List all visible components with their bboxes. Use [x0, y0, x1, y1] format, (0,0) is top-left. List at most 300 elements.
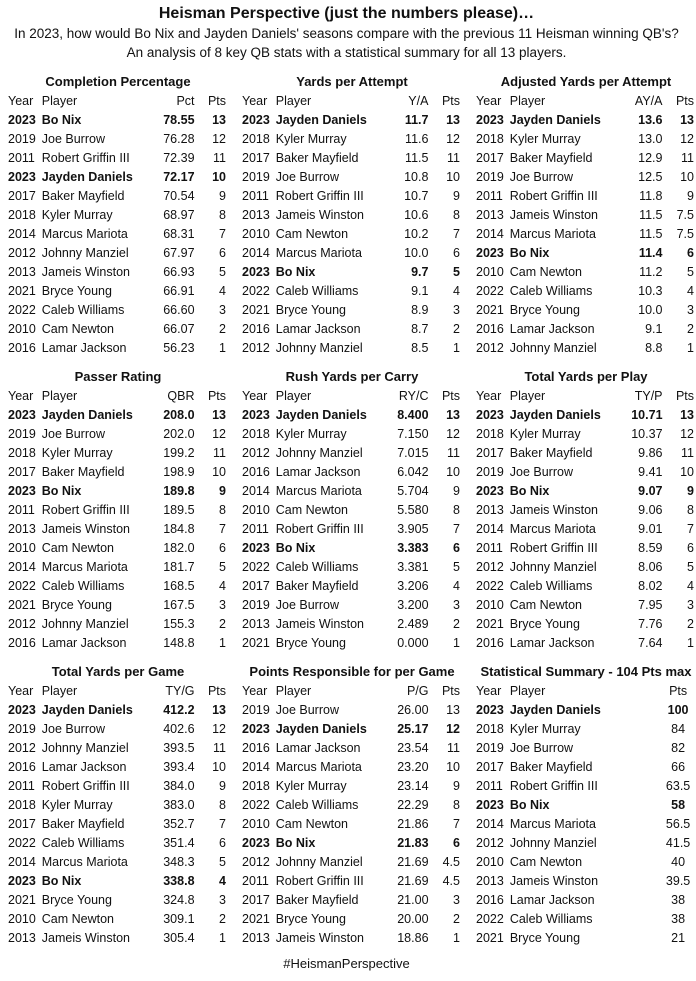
cell-player: Bryce Young [275, 635, 346, 650]
cell-year: 2022 [8, 835, 36, 850]
column-header-player: Player [509, 93, 546, 108]
table-row [242, 700, 462, 719]
cell-value: 66.07 [163, 321, 195, 336]
cell-year: 2023 [8, 702, 36, 717]
cell-pts: 3 [219, 892, 226, 907]
cell-value: 21.69 [397, 854, 429, 869]
table-row [242, 110, 462, 129]
cell-player: Kyler Murray [275, 131, 347, 146]
cell-year: 2013 [8, 930, 36, 945]
column-header-value: Y/A [408, 93, 429, 108]
cell-value: 11.5 [639, 207, 663, 222]
column-header-pts: Pts [207, 388, 226, 403]
cell-year: 2019 [242, 169, 270, 184]
cell-year: 2013 [476, 502, 504, 517]
cell-player: Jayden Daniels [275, 112, 367, 127]
table-row [476, 757, 696, 776]
table-row [8, 481, 228, 500]
table-row [242, 224, 462, 243]
cell-player: Cam Newton [41, 321, 114, 336]
cell-value: 13.6 [638, 112, 663, 127]
cell-value: 199.2 [163, 445, 195, 460]
column-header-pts: Pts [675, 93, 694, 108]
cell-value: 181.7 [163, 559, 195, 574]
cell-year: 2017 [476, 150, 504, 165]
table-row [476, 795, 696, 814]
cell-value: 10.2 [404, 226, 429, 241]
table-row [476, 814, 696, 833]
cell-value: 182.0 [163, 540, 195, 555]
cell-year: 2019 [8, 426, 36, 441]
cell-player: Johnny Manziel [41, 245, 129, 260]
cell-value: 13.0 [638, 131, 663, 146]
cell-pts: 13 [212, 702, 226, 717]
cell-value: 10.6 [404, 207, 429, 222]
cell-year: 2010 [476, 854, 504, 869]
panel-title: Completion Percentage [45, 74, 191, 89]
table-row [8, 795, 228, 814]
cell-year: 2022 [476, 578, 504, 593]
table-row [8, 614, 228, 633]
cell-player: Marcus Mariota [41, 226, 128, 241]
table-row [476, 500, 696, 519]
table-row [8, 557, 228, 576]
cell-year: 2018 [242, 131, 270, 146]
table-row [8, 871, 228, 890]
table-row [476, 129, 696, 148]
table-row [8, 224, 228, 243]
cell-player: Johnny Manziel [275, 445, 363, 460]
cell-pts: 11 [447, 150, 460, 165]
cell-value: 8.59 [638, 540, 663, 555]
column-header-player: Player [509, 683, 546, 698]
cell-pts: 63.5 [665, 778, 691, 793]
table-header-row [8, 386, 228, 405]
table-row [8, 243, 228, 262]
stat-panel [242, 662, 462, 947]
cell-player: Kyler Murray [275, 778, 347, 793]
column-header-pts: Pts [675, 388, 694, 403]
cell-value: 8.9 [411, 302, 429, 317]
cell-player: Bo Nix [41, 483, 82, 498]
cell-player: Baker Mayfield [41, 188, 125, 203]
cell-value [621, 928, 662, 947]
cell-value [621, 852, 662, 871]
cell-player: Cam Newton [275, 816, 348, 831]
stat-table [8, 386, 228, 652]
cell-player: Marcus Mariota [509, 226, 596, 241]
cell-player: Jayden Daniels [275, 721, 367, 736]
table-row [8, 300, 228, 319]
cell-year: 2011 [476, 540, 503, 555]
cell-year: 2013 [8, 521, 36, 536]
table-row [476, 614, 696, 633]
cell-pts: 3 [219, 302, 226, 317]
cell-player: Caleb Williams [509, 283, 593, 298]
table-row [8, 262, 228, 281]
cell-pts: 12 [446, 131, 460, 146]
cell-pts: 7 [453, 816, 460, 831]
column-header-year: Year [242, 683, 268, 698]
cell-pts: 1 [687, 340, 694, 355]
cell-pts: 40 [671, 854, 686, 869]
panel-title: Total Yards per Play [524, 369, 648, 384]
cell-player: Caleb Williams [509, 578, 593, 593]
table-row [242, 462, 462, 481]
cell-value: 56.23 [163, 340, 195, 355]
cell-year: 2014 [8, 854, 36, 869]
table-row [242, 519, 462, 538]
cell-value: 8.5 [411, 340, 429, 355]
cell-player: Johnny Manziel [275, 340, 363, 355]
cell-year: 2010 [242, 502, 270, 517]
column-header-value: P/G [406, 683, 429, 698]
cell-player: Jayden Daniels [509, 407, 601, 422]
cell-pts: 4 [687, 283, 694, 298]
stat-panel [242, 367, 462, 652]
cell-year: 2013 [242, 207, 270, 222]
table-row [242, 757, 462, 776]
table-row [476, 338, 696, 357]
cell-pts: 10 [212, 169, 226, 184]
cell-value: 78.55 [163, 112, 195, 127]
cell-year: 2012 [242, 854, 270, 869]
cell-pts: 10 [446, 464, 460, 479]
column-header-player: Player [41, 93, 78, 108]
table-row [8, 519, 228, 538]
cell-year: 2019 [476, 169, 504, 184]
cell-player: Marcus Mariota [41, 854, 128, 869]
cell-player: Bo Nix [275, 835, 316, 850]
cell-pts: 7 [453, 226, 460, 241]
cell-year: 2017 [242, 892, 270, 907]
cell-pts: 7 [453, 521, 460, 536]
cell-player: Cam Newton [509, 264, 583, 279]
cell-player: Bryce Young [41, 283, 112, 298]
cell-year: 2013 [476, 207, 504, 222]
cell-player: Bo Nix [509, 245, 550, 260]
cell-pts: 8 [219, 797, 226, 812]
cell-pts: 5 [219, 854, 226, 869]
cell-value: 66.91 [163, 283, 195, 298]
cell-value: 26.00 [397, 702, 429, 717]
cell-value: 72.17 [163, 169, 195, 184]
panel-title: Yards per Attempt [296, 74, 408, 89]
cell-value [621, 757, 662, 776]
cell-pts: 3 [687, 302, 694, 317]
table-row [242, 576, 462, 595]
cell-value: 155.3 [163, 616, 195, 631]
column-header-player: Player [275, 93, 312, 108]
cell-value: 10.37 [631, 426, 663, 441]
cell-year: 2011 [8, 502, 35, 517]
cell-pts: 9 [453, 778, 460, 793]
cell-player: Caleb Williams [41, 835, 125, 850]
column-header-pts: Pts [441, 388, 460, 403]
cell-year: 2014 [476, 521, 504, 536]
cell-year: 2017 [476, 759, 504, 774]
table-row [242, 852, 462, 871]
column-header-pts: Pts [441, 683, 460, 698]
cell-player: Bo Nix [41, 873, 82, 888]
cell-year: 2016 [242, 740, 270, 755]
cell-pts: 38 [671, 911, 686, 926]
cell-player: Joe Burrow [509, 464, 573, 479]
cell-value: 9.41 [638, 464, 663, 479]
cell-player: Joe Burrow [275, 702, 339, 717]
cell-pts: 8 [687, 502, 694, 517]
cell-year: 2016 [8, 340, 36, 355]
table-row [242, 738, 462, 757]
cell-value: 11.8 [639, 188, 663, 203]
cell-year: 2023 [242, 835, 270, 850]
cell-pts: 41.5 [665, 835, 691, 850]
cell-player: Baker Mayfield [41, 464, 125, 479]
cell-player: Jameis Winston [509, 873, 599, 888]
cell-value: 7.76 [638, 616, 663, 631]
cell-value: 12.9 [638, 150, 663, 165]
cell-value: 5.704 [397, 483, 429, 498]
cell-pts: 10 [680, 169, 694, 184]
table-row [476, 205, 696, 224]
cell-year: 2010 [8, 911, 36, 926]
cell-year: 2018 [8, 797, 36, 812]
table-row [476, 928, 696, 947]
cell-value: 393.5 [163, 740, 195, 755]
panel-title: Statistical Summary - 104 Pts max [480, 664, 692, 679]
cell-player: Marcus Mariota [275, 483, 362, 498]
cell-year: 2022 [242, 797, 270, 812]
table-row [476, 405, 696, 424]
table-row [476, 538, 696, 557]
cell-value: 10.3 [638, 283, 663, 298]
cell-year: 2021 [8, 597, 36, 612]
cell-player: Cam Newton [275, 502, 348, 517]
cell-player: Joe Burrow [275, 169, 340, 184]
cell-value: 68.97 [163, 207, 195, 222]
cell-value: 11.2 [639, 264, 663, 279]
cell-year: 2018 [476, 131, 504, 146]
stat-panel [476, 662, 696, 947]
table-row [8, 909, 228, 928]
cell-player: Baker Mayfield [275, 150, 359, 165]
stat-panel [242, 72, 462, 357]
cell-pts: 58 [671, 797, 686, 812]
cell-pts: 21 [671, 930, 686, 945]
cell-year: 2022 [476, 283, 504, 298]
panel-title: Adjusted Yards per Attempt [500, 74, 672, 89]
column-header-year: Year [242, 388, 268, 403]
cell-pts: 2 [687, 616, 694, 631]
cell-value: 402.6 [163, 721, 195, 736]
cell-player: Kyler Murray [41, 797, 113, 812]
cell-pts: 9 [687, 188, 694, 203]
cell-player: Jayden Daniels [509, 702, 601, 717]
cell-year: 2023 [8, 169, 36, 184]
cell-player: Baker Mayfield [509, 445, 593, 460]
table-row [8, 928, 228, 947]
cell-value: 67.97 [163, 245, 195, 260]
table-row [8, 186, 228, 205]
cell-player: Kyler Murray [509, 131, 581, 146]
cell-value: 189.8 [163, 483, 195, 498]
cell-value: 11.7 [404, 112, 429, 127]
cell-value: 198.9 [163, 464, 195, 479]
cell-pts: 2 [453, 911, 460, 926]
table-row [476, 281, 696, 300]
table-row [242, 614, 462, 633]
cell-pts: 1 [453, 635, 460, 650]
cell-value: 148.8 [163, 635, 195, 650]
cell-value [621, 776, 662, 795]
cell-value: 10.8 [404, 169, 429, 184]
cell-year: 2018 [242, 426, 270, 441]
cell-year: 2023 [242, 407, 270, 422]
cell-value [621, 738, 662, 757]
cell-pts: 10 [212, 464, 226, 479]
cell-value: 3.200 [397, 597, 429, 612]
cell-pts: 6 [453, 540, 460, 555]
cell-year: 2021 [242, 911, 270, 926]
cell-player: Jameis Winston [275, 616, 364, 631]
table-row [242, 890, 462, 909]
table-row [8, 814, 228, 833]
cell-value: 22.29 [397, 797, 429, 812]
cell-pts: 3 [687, 597, 694, 612]
cell-pts: 3 [453, 302, 460, 317]
cell-value: 3.905 [397, 521, 429, 536]
table-row [476, 110, 696, 129]
table-row [476, 700, 696, 719]
cell-player: Jameis Winston [41, 521, 130, 536]
cell-year: 2013 [476, 873, 504, 888]
table-row [242, 595, 462, 614]
cell-pts: 11 [447, 740, 460, 755]
table-header-row [476, 386, 696, 405]
cell-value: 21.69 [397, 873, 429, 888]
column-header-player: Player [509, 388, 546, 403]
cell-year: 2012 [8, 616, 36, 631]
cell-value: 68.31 [163, 226, 195, 241]
cell-player: Robert Griffin III [41, 150, 130, 165]
table-row [476, 167, 696, 186]
column-header-year: Year [476, 388, 502, 403]
cell-year: 2017 [8, 464, 36, 479]
cell-pts: 11 [213, 740, 226, 755]
cell-value: 21.00 [397, 892, 429, 907]
table-row [476, 833, 696, 852]
cell-pts: 10 [680, 464, 694, 479]
table-row [8, 719, 228, 738]
table-row [8, 890, 228, 909]
cell-player: Marcus Mariota [275, 759, 362, 774]
table-row [242, 300, 462, 319]
cell-value: 338.8 [163, 873, 195, 888]
table-row [242, 319, 462, 338]
cell-pts: 1 [219, 340, 226, 355]
table-header-row [476, 681, 696, 700]
table-row [476, 443, 696, 462]
table-row [476, 890, 696, 909]
table-row [242, 557, 462, 576]
cell-player: Jayden Daniels [275, 407, 367, 422]
cell-value: 20.00 [397, 911, 429, 926]
stat-panel [476, 72, 696, 357]
cell-pts: 12 [680, 426, 694, 441]
table-row [8, 129, 228, 148]
cell-pts: 3 [453, 597, 460, 612]
cell-year: 2010 [476, 597, 504, 612]
table-row [242, 814, 462, 833]
panel-title: Points Responsible for per Game [249, 664, 455, 679]
cell-player: Cam Newton [509, 854, 583, 869]
cell-value: 8.7 [411, 321, 429, 336]
table-row [242, 776, 462, 795]
table-row [476, 519, 696, 538]
cell-pts: 5 [219, 264, 226, 279]
page-title: Heisman Perspective (just the numbers please)… [158, 5, 535, 22]
cell-value: 9.01 [638, 521, 663, 536]
cell-year: 2018 [8, 207, 36, 222]
table-row [476, 557, 696, 576]
table-row [8, 595, 228, 614]
cell-year: 2016 [242, 464, 270, 479]
cell-value [621, 795, 662, 814]
table-row [8, 319, 228, 338]
cell-player: Jameis Winston [509, 502, 598, 517]
cell-player: Caleb Williams [275, 283, 359, 298]
cell-year: 2019 [8, 721, 36, 736]
cell-pts: 11 [681, 150, 694, 165]
table-row [242, 871, 462, 890]
page-subtitle-question: In 2023, how would Bo Nix and Jayden Daniels' seasons compare with the previous 11 Heisman winning QB's? [14, 26, 679, 41]
cell-pts: 3 [453, 892, 460, 907]
stat-panel [8, 367, 228, 652]
cell-value: 202.0 [163, 426, 195, 441]
cell-pts: 8 [453, 797, 460, 812]
cell-player: Lamar Jackson [41, 759, 127, 774]
cell-player: Jameis Winston [41, 264, 130, 279]
cell-player: Jayden Daniels [41, 407, 133, 422]
table-row [8, 500, 228, 519]
cell-year: 2023 [8, 483, 36, 498]
table-row [476, 424, 696, 443]
cell-value [621, 700, 662, 719]
cell-year: 2010 [242, 816, 270, 831]
cell-pts: 13 [446, 407, 460, 422]
cell-player: Bryce Young [41, 597, 112, 612]
cell-pts: 12 [446, 721, 460, 736]
cell-pts: 9 [453, 188, 460, 203]
table-row [476, 595, 696, 614]
cell-player: Jayden Daniels [509, 112, 601, 127]
cell-year: 2018 [8, 445, 36, 460]
cell-value [621, 814, 662, 833]
table-row [242, 205, 462, 224]
cell-year: 2012 [242, 445, 270, 460]
cell-player: Lamar Jackson [41, 635, 127, 650]
stat-table [242, 386, 462, 652]
table-row [476, 481, 696, 500]
cell-player: Joe Burrow [275, 597, 339, 612]
table-row [476, 148, 696, 167]
cell-pts: 6 [219, 245, 226, 260]
cell-value: 72.39 [163, 150, 195, 165]
cell-pts: 5 [219, 559, 226, 574]
cell-year: 2017 [8, 816, 36, 831]
cell-year: 2014 [8, 226, 36, 241]
cell-pts: 9 [453, 483, 460, 498]
